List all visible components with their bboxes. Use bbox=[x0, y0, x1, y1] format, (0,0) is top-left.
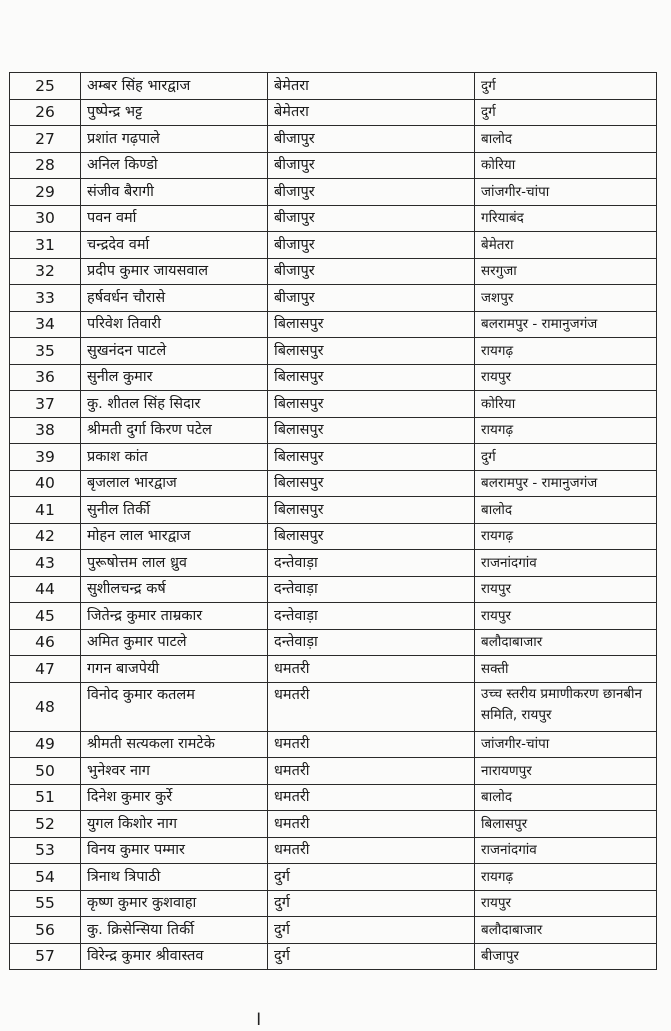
new-posting-cell: उच्च स्तरीय प्रमाणीकरण छानबीन समिति, रायपुर bbox=[475, 682, 657, 731]
new-posting-cell: बेमेतरा bbox=[475, 232, 657, 259]
table-row bbox=[10, 417, 657, 444]
new-posting-cell: दुर्ग bbox=[475, 99, 657, 126]
table-row bbox=[10, 152, 657, 179]
officer-name-cell: अमित कुमार पाटले bbox=[81, 629, 268, 656]
current-posting-cell: धमतरी bbox=[268, 837, 475, 864]
transfer-list-sheet bbox=[9, 72, 656, 970]
officer-name-cell: विरेन्द्र कुमार श्रीवास्तव bbox=[81, 943, 268, 970]
serial-number-cell: 55 bbox=[10, 890, 81, 917]
officer-name-cell: श्रीमती दुर्गा किरण पटेल bbox=[81, 417, 268, 444]
current-posting-cell: धमतरी bbox=[268, 731, 475, 758]
new-posting-cell: जांजगीर-चांपा bbox=[475, 731, 657, 758]
officer-name-cell: प्रशांत गढ़पाले bbox=[81, 126, 268, 153]
current-posting-cell: बिलासपुर bbox=[268, 523, 475, 550]
table-row bbox=[10, 758, 657, 785]
serial-number-cell: 47 bbox=[10, 656, 81, 683]
new-posting-cell: कोरिया bbox=[475, 152, 657, 179]
officer-name-cell: युगल किशोर नाग bbox=[81, 811, 268, 838]
serial-number-cell: 29 bbox=[10, 179, 81, 206]
table-row bbox=[10, 731, 657, 758]
serial-number-cell: 33 bbox=[10, 285, 81, 312]
new-posting-cell: बलरामपुर - रामानुजगंज bbox=[475, 470, 657, 497]
new-posting-cell: बलौदाबाजार bbox=[475, 917, 657, 944]
current-posting-cell: दन्तेवाड़ा bbox=[268, 603, 475, 630]
serial-number-cell: 25 bbox=[10, 73, 81, 100]
new-posting-cell: रायगढ़ bbox=[475, 864, 657, 891]
table-row bbox=[10, 811, 657, 838]
current-posting-cell: बिलासपुर bbox=[268, 417, 475, 444]
serial-number-cell: 39 bbox=[10, 444, 81, 471]
officer-name-cell: गगन बाजपेयी bbox=[81, 656, 268, 683]
table-row bbox=[10, 629, 657, 656]
serial-number-cell: 40 bbox=[10, 470, 81, 497]
table-row bbox=[10, 311, 657, 338]
officer-name-cell: कु. क्रिसेन्सिया तिर्की bbox=[81, 917, 268, 944]
new-posting-cell: रायपुर bbox=[475, 890, 657, 917]
current-posting-cell: बीजापुर bbox=[268, 179, 475, 206]
table-row bbox=[10, 943, 657, 970]
new-posting-cell: जांजगीर-चांपा bbox=[475, 179, 657, 206]
officer-name-cell: दिनेश कुमार कुर्रे bbox=[81, 784, 268, 811]
officer-name-cell: सुशीलचन्द्र कर्ष bbox=[81, 576, 268, 603]
table-row bbox=[10, 890, 657, 917]
transfer-table-body bbox=[10, 73, 657, 970]
table-row bbox=[10, 258, 657, 285]
table-row bbox=[10, 73, 657, 100]
officer-name-cell: मोहन लाल भारद्वाज bbox=[81, 523, 268, 550]
page-mark: । bbox=[254, 1006, 262, 1030]
serial-number-cell: 44 bbox=[10, 576, 81, 603]
current-posting-cell: धमतरी bbox=[268, 811, 475, 838]
officer-name-cell: संजीव बैरागी bbox=[81, 179, 268, 206]
officer-name-cell: श्रीमती सत्यकला रामटेके bbox=[81, 731, 268, 758]
current-posting-cell: बिलासपुर bbox=[268, 470, 475, 497]
new-posting-cell: रायपुर bbox=[475, 603, 657, 630]
serial-number-cell: 32 bbox=[10, 258, 81, 285]
table-row bbox=[10, 444, 657, 471]
table-row bbox=[10, 126, 657, 153]
serial-number-cell: 45 bbox=[10, 603, 81, 630]
new-posting-cell: दुर्ग bbox=[475, 73, 657, 100]
serial-number-cell: 35 bbox=[10, 338, 81, 365]
officer-name-cell: सुनील तिर्की bbox=[81, 497, 268, 524]
new-posting-cell: बालोद bbox=[475, 126, 657, 153]
table-row bbox=[10, 603, 657, 630]
table-row bbox=[10, 285, 657, 312]
serial-number-cell: 54 bbox=[10, 864, 81, 891]
officer-name-cell: अम्बर सिंह भारद्वाज bbox=[81, 73, 268, 100]
serial-number-cell: 48 bbox=[10, 682, 81, 731]
current-posting-cell: दन्तेवाड़ा bbox=[268, 629, 475, 656]
serial-number-cell: 53 bbox=[10, 837, 81, 864]
serial-number-cell: 57 bbox=[10, 943, 81, 970]
officer-name-cell: हर्षवर्धन चौरासे bbox=[81, 285, 268, 312]
officer-name-cell: प्रदीप कुमार जायसवाल bbox=[81, 258, 268, 285]
serial-number-cell: 51 bbox=[10, 784, 81, 811]
current-posting-cell: दुर्ग bbox=[268, 890, 475, 917]
officer-name-cell: विनय कुमार पम्मार bbox=[81, 837, 268, 864]
serial-number-cell: 49 bbox=[10, 731, 81, 758]
table-row bbox=[10, 232, 657, 259]
serial-number-cell: 30 bbox=[10, 205, 81, 232]
table-row bbox=[10, 523, 657, 550]
serial-number-cell: 37 bbox=[10, 391, 81, 418]
officer-name-cell: कृष्ण कुमार कुशवाहा bbox=[81, 890, 268, 917]
new-posting-cell: रायपुर bbox=[475, 364, 657, 391]
new-posting-cell: नारायणपुर bbox=[475, 758, 657, 785]
serial-number-cell: 46 bbox=[10, 629, 81, 656]
table-row bbox=[10, 470, 657, 497]
new-posting-cell: दुर्ग bbox=[475, 444, 657, 471]
serial-number-cell: 27 bbox=[10, 126, 81, 153]
new-posting-cell: गरियाबंद bbox=[475, 205, 657, 232]
table-row bbox=[10, 576, 657, 603]
current-posting-cell: दुर्ग bbox=[268, 864, 475, 891]
serial-number-cell: 34 bbox=[10, 311, 81, 338]
current-posting-cell: धमतरी bbox=[268, 784, 475, 811]
current-posting-cell: बिलासपुर bbox=[268, 364, 475, 391]
table-row bbox=[10, 497, 657, 524]
current-posting-cell: बीजापुर bbox=[268, 152, 475, 179]
table-row bbox=[10, 917, 657, 944]
officer-name-cell: भुनेश्वर नाग bbox=[81, 758, 268, 785]
current-posting-cell: बीजापुर bbox=[268, 258, 475, 285]
table-row bbox=[10, 364, 657, 391]
serial-number-cell: 43 bbox=[10, 550, 81, 577]
transfer-table bbox=[9, 72, 657, 970]
current-posting-cell: बेमेतरा bbox=[268, 73, 475, 100]
table-row bbox=[10, 99, 657, 126]
current-posting-cell: दन्तेवाड़ा bbox=[268, 550, 475, 577]
serial-number-cell: 42 bbox=[10, 523, 81, 550]
officer-name-cell: परिवेश तिवारी bbox=[81, 311, 268, 338]
serial-number-cell: 50 bbox=[10, 758, 81, 785]
new-posting-cell: रायगढ़ bbox=[475, 523, 657, 550]
current-posting-cell: बेमेतरा bbox=[268, 99, 475, 126]
table-row bbox=[10, 391, 657, 418]
current-posting-cell: दुर्ग bbox=[268, 943, 475, 970]
current-posting-cell: बिलासपुर bbox=[268, 338, 475, 365]
new-posting-cell: कोरिया bbox=[475, 391, 657, 418]
serial-number-cell: 28 bbox=[10, 152, 81, 179]
table-row bbox=[10, 338, 657, 365]
new-posting-cell: जशपुर bbox=[475, 285, 657, 312]
officer-name-cell: जितेन्द्र कुमार ताम्रकार bbox=[81, 603, 268, 630]
new-posting-cell: बलौदाबाजार bbox=[475, 629, 657, 656]
new-posting-cell: बालोद bbox=[475, 497, 657, 524]
new-posting-cell: बलरामपुर - रामानुजगंज bbox=[475, 311, 657, 338]
officer-name-cell: अनिल किण्डो bbox=[81, 152, 268, 179]
table-row bbox=[10, 682, 657, 731]
current-posting-cell: बिलासपुर bbox=[268, 311, 475, 338]
serial-number-cell: 41 bbox=[10, 497, 81, 524]
new-posting-cell: बिलासपुर bbox=[475, 811, 657, 838]
current-posting-cell: धमतरी bbox=[268, 758, 475, 785]
table-row bbox=[10, 837, 657, 864]
current-posting-cell: बीजापुर bbox=[268, 126, 475, 153]
table-row bbox=[10, 179, 657, 206]
table-row bbox=[10, 550, 657, 577]
new-posting-cell: बीजापुर bbox=[475, 943, 657, 970]
officer-name-cell: सुनील कुमार bbox=[81, 364, 268, 391]
officer-name-cell: पवन वर्मा bbox=[81, 205, 268, 232]
table-row bbox=[10, 656, 657, 683]
current-posting-cell: बिलासपुर bbox=[268, 444, 475, 471]
serial-number-cell: 36 bbox=[10, 364, 81, 391]
current-posting-cell: धमतरी bbox=[268, 656, 475, 683]
officer-name-cell: पुरूषोत्तम लाल ध्रुव bbox=[81, 550, 268, 577]
serial-number-cell: 52 bbox=[10, 811, 81, 838]
serial-number-cell: 56 bbox=[10, 917, 81, 944]
serial-number-cell: 31 bbox=[10, 232, 81, 259]
current-posting-cell: दुर्ग bbox=[268, 917, 475, 944]
table-row bbox=[10, 784, 657, 811]
new-posting-cell: राजनांदगांव bbox=[475, 550, 657, 577]
current-posting-cell: बीजापुर bbox=[268, 232, 475, 259]
officer-name-cell: बृजलाल भारद्वाज bbox=[81, 470, 268, 497]
current-posting-cell: बीजापुर bbox=[268, 205, 475, 232]
officer-name-cell: कु. शीतल सिंह सिदार bbox=[81, 391, 268, 418]
current-posting-cell: बिलासपुर bbox=[268, 497, 475, 524]
current-posting-cell: बीजापुर bbox=[268, 285, 475, 312]
new-posting-cell: सरगुजा bbox=[475, 258, 657, 285]
officer-name-cell: चन्द्रदेव वर्मा bbox=[81, 232, 268, 259]
new-posting-cell: सक्ती bbox=[475, 656, 657, 683]
new-posting-cell: रायगढ़ bbox=[475, 417, 657, 444]
new-posting-cell: बालोद bbox=[475, 784, 657, 811]
officer-name-cell: विनोद कुमार कतलम bbox=[81, 682, 268, 731]
new-posting-cell: राजनांदगांव bbox=[475, 837, 657, 864]
new-posting-cell: रायगढ़ bbox=[475, 338, 657, 365]
officer-name-cell: प्रकाश कांत bbox=[81, 444, 268, 471]
officer-name-cell: सुखनंदन पाटले bbox=[81, 338, 268, 365]
officer-name-cell: त्रिनाथ त्रिपाठी bbox=[81, 864, 268, 891]
current-posting-cell: बिलासपुर bbox=[268, 391, 475, 418]
serial-number-cell: 26 bbox=[10, 99, 81, 126]
table-row bbox=[10, 864, 657, 891]
new-posting-cell: रायपुर bbox=[475, 576, 657, 603]
table-row bbox=[10, 205, 657, 232]
current-posting-cell: दन्तेवाड़ा bbox=[268, 576, 475, 603]
current-posting-cell: धमतरी bbox=[268, 682, 475, 731]
serial-number-cell: 38 bbox=[10, 417, 81, 444]
officer-name-cell: पुष्पेन्द्र भट्ट bbox=[81, 99, 268, 126]
